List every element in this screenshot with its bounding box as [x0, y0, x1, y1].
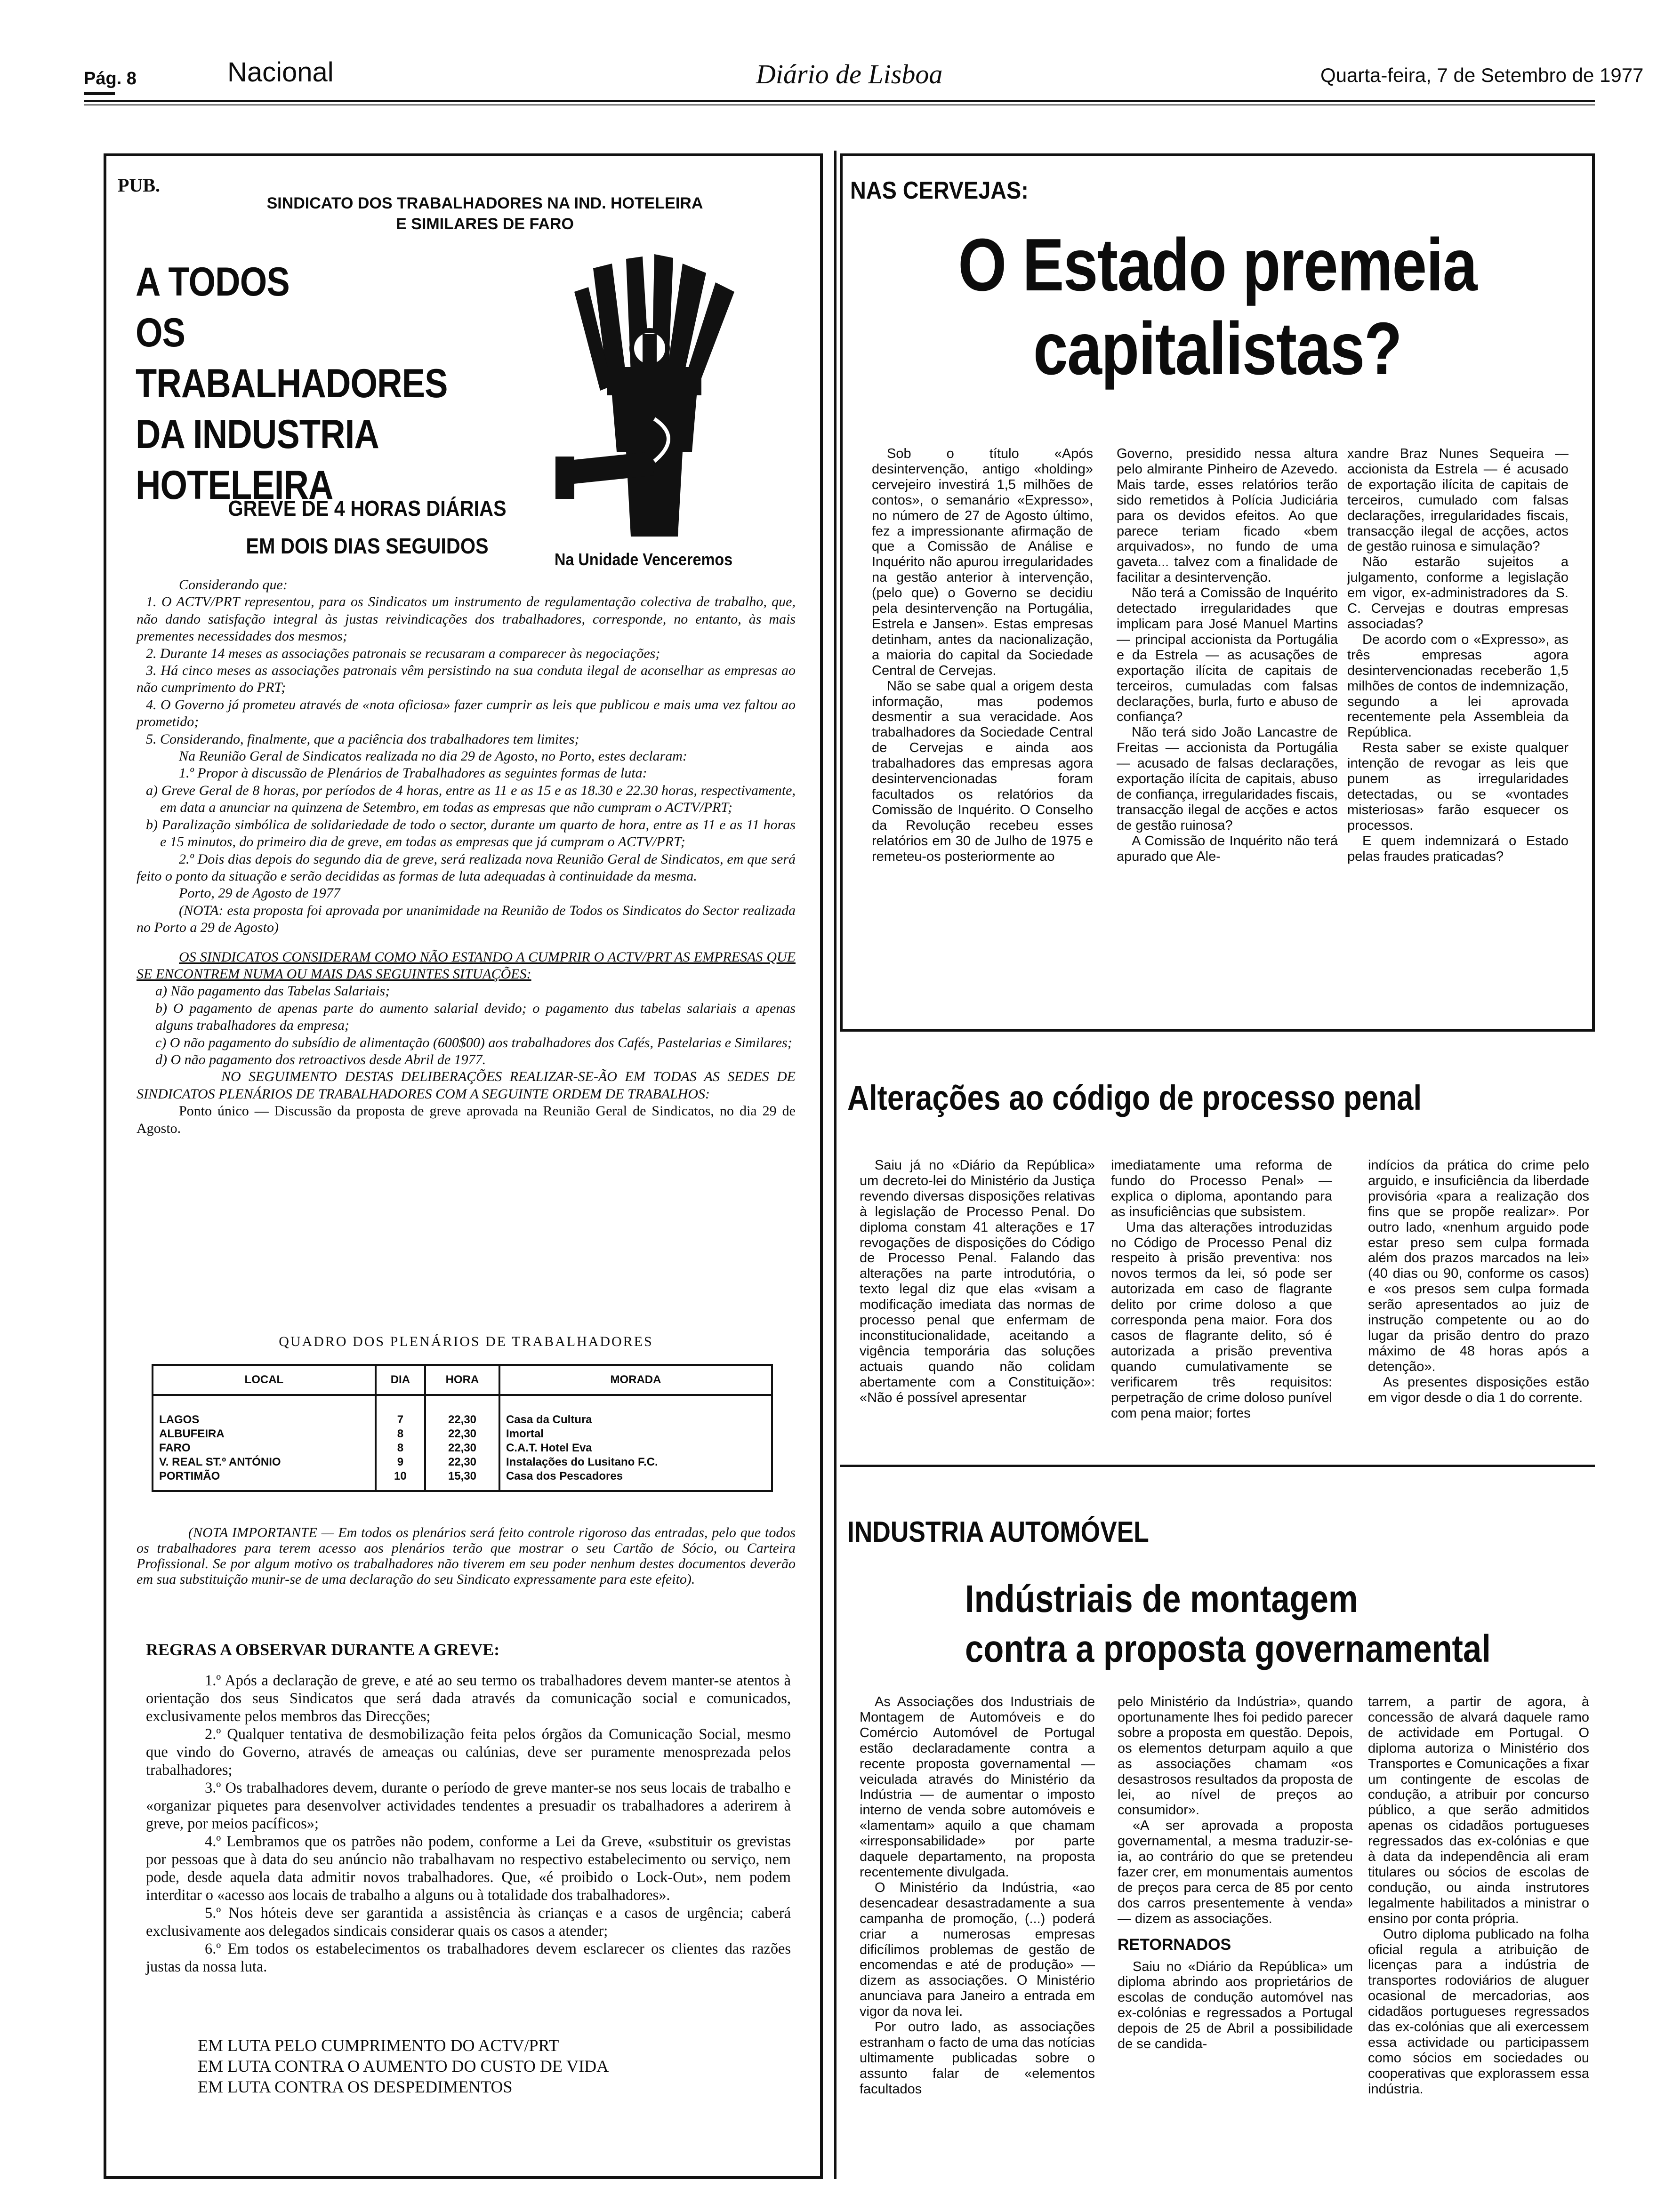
ad-paragraph: 1.º Propor à discussão de Plenários de Trabalhadores as seguintes formas de luta: — [179, 765, 647, 781]
industria-column-2 — [1118, 1694, 1353, 2052]
industria-kicker: INDUSTRIA AUTOMÓVEL — [847, 1516, 1149, 1548]
ad-sequence: NO SEGUIMENTO DESTAS DELIBERAÇÕES REALIZAR-SE-ÃO EM TODAS AS SEDES DE SINDICATOS PLENÁRIOS DE TRABALHADORES COM A SEGUINTE ORDEM DE TRABALHOS: — [137, 1069, 796, 1102]
article-paragraph: As Associações dos Industriais de Montagem de Automóveis e do Comércio Automóvel de Portugal estão declaradamente contra a recente proposta governamental — veiculada através do Ministério da Indústria — de aumentar o imposto interno de venda sobre automóveis e «lamentam» aquilo a que chamam «irresponsabilidade» por parte daquele departamento, na proposta recentemente divulgada. — [860, 1694, 1095, 1880]
slogans — [198, 2035, 668, 2097]
article-paragraph: Sob o título «Após desintervenção, antigo «holding» cervejeiro investirá 1,5 milhões de contos», o semanário «Expresso», no número de 27 de Agosto último, fez a impressionante afirmação de que a Comissão de Análise e Inquérito não apurou irregularidades na gestão anterior à intervenção, (pelo que) o Governo se decidiu pela desintervenção na Portugália, Estrela e Jansen». Estas empresas detinham, antes da nacionalização, a maioria do capital da Sociedade Central de Cervejas. — [872, 446, 1093, 678]
article-paragraph: Por outro lado, as associações estranham o facto de uma das notícias ultimamente publicadas sobre o assunto falar de «elementos facultados — [860, 2020, 1095, 2097]
ad-headline-line: HOTELEIRA — [136, 463, 333, 508]
industria-column-1 — [860, 1694, 1095, 2097]
fist-tools-icon — [555, 254, 763, 546]
union-line-2: E SIMILARES DE FARO — [396, 215, 574, 233]
table-cell: Imortal — [499, 1427, 772, 1441]
alteracoes-headline: Alterações ao código de processo penal — [847, 1078, 1422, 1117]
table-row — [153, 1469, 772, 1491]
cervejas-headline — [900, 223, 1534, 391]
slogan: EM LUTA CONTRA OS DESPEDIMENTOS — [198, 2077, 513, 2096]
column-divider — [834, 151, 837, 2179]
ad-situation: a) Não pagamento das Tabelas Salariais; — [155, 983, 390, 999]
article-paragraph: Saiu no «Diário da República» um diploma abrindo aos proprietários de escolas de condução automóvel nas ex-colónias e regressados a Portugal depois de 25 de Abril a possibilidade de se candida- — [1118, 1959, 1353, 2052]
ad-headline-line: OS TRABALHADORES — [136, 310, 448, 406]
cervejas-column-1 — [872, 446, 1093, 864]
section-rule — [840, 1465, 1595, 1467]
article-paragraph: indícios da prática do crime pelo arguido, e insuficiência da liberdade provisória «para a realização dos fins que se propõe realizar». Por outro lado, «nenhum arguido pode estar preso sem culpa formada além dos prazos marcados na lei» (40 dias ou 90, conforme os casos) e «os presos sem culpa formada serão apresentados ao juiz de instrução competente ou ao do lugar da prisão dentro do prazo máximo de 48 horas após a detenção». — [1368, 1158, 1589, 1374]
rules-title: REGRAS A OBSERVAR DURANTE A GREVE: — [146, 1640, 500, 1659]
union-motto: Na Unidade Venceremos — [555, 550, 733, 569]
ad-paragraph: b) Paralização simbólica de solidariedade de todo o sector, durante um quarto de hora, entre as 11 e as 11 horas e 15 minutos, do primeiro dia de greve, em todas as empresas que já cumpram o ACTV/PRT; — [146, 817, 796, 850]
table-cell: 8 — [376, 1427, 425, 1441]
table-header-local: LOCAL — [153, 1365, 376, 1395]
table-row — [153, 1427, 772, 1441]
table-cell: 22,30 — [425, 1455, 499, 1469]
article-paragraph: De acordo com o «Expresso», as três empresas agora desintervencionadas receberão 1,5 milhões de contos de indemnização, segundo a lei aprovada recentemente pela Assembleia da República. — [1347, 632, 1569, 740]
article-paragraph: imediatamente uma reforma de fundo do Processo Penal» — explica o diploma, apontando para as insuficiências que subsistem. — [1111, 1158, 1332, 1219]
union-line-1: SINDICATO DOS TRABALHADORES NA IND. HOTELEIRA — [266, 194, 703, 212]
ad-paragraph: 1. O ACTV/PRT representou, para os Sindicatos um instrumento de regulamentação colectiva de trabalho, que, não dando satisfação integral às justas reivindicações dos trabalhadores, corresponde, no entanto, às mais prementes necessidades dos mesmos; — [137, 594, 796, 644]
retornados-subheading: RETORNADOS — [1118, 1935, 1231, 1954]
table-cell: V. REAL ST.º ANTÓNIO — [153, 1455, 376, 1469]
ad-paragraph: Considerando que: — [179, 577, 288, 593]
article-paragraph: tarrem, a partir de agora, à concessão de alvará daquele ramo de actividade em Portugal. O diploma autoriza o Ministério dos Transportes e Comunicações a fixar um contingente de escolas de condução, a atribuir por concurso público, a que serão admitidos apenas os cidadãos portugueses regressados das ex-colónias e que à data da independência ali eram titulares ou sócios de escolas de condução, ou ainda instrutores legalmente habilitados a ministrar o ensino por conta própria. — [1368, 1694, 1589, 1926]
table-cell: 9 — [376, 1455, 425, 1469]
table-cell: 10 — [376, 1469, 425, 1491]
issue-date: Quarta-feira, 7 de Setembro de 1977 — [1320, 64, 1644, 86]
table-cell: C.A.T. Hotel Eva — [499, 1441, 772, 1455]
ad-paragraph: 3. Há cinco meses as associações patronais vêm persistindo na sua conduta ilegal de aconselhar as empresas ao não cumprimento do PRT; — [137, 663, 796, 696]
ad-consider-statement: OS SINDICATOS CONSIDERAM COMO NÃO ESTANDO A CUMPRIR O ACTV/PRT AS EMPRESAS QUE SE ENCONTREM NUMA OU MAIS DAS SEGUINTES SITUAÇÕES: — [137, 949, 796, 982]
cervejas-column-3 — [1347, 446, 1569, 864]
nota-importante: (NOTA IMPORTANTE — Em todos os plenários será feito controle rigoroso das entradas, pelo que todos os trabalhadores para terem acesso aos plenários terão que mostrar o seu Cartão de Sócio, ou Carteira Profissional. Se por algum motivo os trabalhadores não tiverem em seu poder nenhum destes documentos deverão em sua substituição munir-se de uma declaração do seu Sindicato expressamente para este efeito). — [137, 1525, 796, 1587]
table-cell: ALBUFEIRA — [153, 1427, 376, 1441]
union-name — [207, 193, 763, 234]
strike-rules — [146, 1672, 791, 1976]
rule-item: 3.º Os trabalhadores devem, durante o período de greve manter-se nos seus locais de trabalho e «organizar piquetes para desenvolver actividades tendentes a presuadir os trabalhadores a aderirem à greve, por meios pacíficos»; — [146, 1779, 791, 1832]
table-cell: 22,30 — [425, 1427, 499, 1441]
article-paragraph: Saiu já no «Diário da República» um decreto-lei do Ministério da Justiça revendo diversas disposições relativas à legislação de Processo Penal. Do diploma constam 41 alterações e 17 revogações de disposições do Código de Processo Penal. Falando das alterações na parte introdutória, o texto legal diz que elas «visam a modificação imediata das normas de processo penal que enfermam de inconstitucionalidade, aceitando a vigência temporária das soluções actuais quando não colidam abertamente com a Constituição»: «Não é possível apresentar — [860, 1158, 1095, 1405]
rule-item: 2.º Qualquer tentativa de desmobilização feita pelos órgãos da Comunicação Social, mesmo que vindo do Governo, através de ameaças ou calúnias, deve ser puramente menosprezada pelos trabalhadores; — [146, 1726, 791, 1779]
strike-line-1: GREVE DE 4 HORAS DIÁRIAS — [228, 496, 507, 521]
article-paragraph: As presentes disposições estão em vigor desde o dia 1 do corrente. — [1368, 1374, 1589, 1405]
header-rule-thin — [84, 104, 1595, 105]
cervejas-headline-line: capitalistas? — [1033, 307, 1402, 390]
ad-situation: d) O não pagamento dos retroactivos desde Abril de 1977. — [155, 1051, 486, 1067]
article-paragraph: xandre Braz Nunes Sequeira — accionista da Estrela — é acusado de exportação ilícita de capitais de terceiros, cumulado com falsas declarações, irregularidades fiscais, transacção ilegal de acções, actos de gestão ruinosa e simulação? — [1347, 446, 1569, 554]
cervejas-headline-line: O Estado premeia — [958, 224, 1477, 306]
ad-body — [137, 577, 796, 1137]
ad-paragraph: 5. Considerando, finalmente, que a paciência dos trabalhadores tem limites; — [146, 731, 579, 747]
ad-headline — [136, 256, 492, 511]
table-cell: 22,30 — [425, 1395, 499, 1427]
article-paragraph: Não se sabe qual a origem desta informação, mas podemos desmentir a sua veracidade. Aos trabalhadores da Sociedade Central de Cervejas e ainda aos trabalhadores das empresas agora desintervencionadas foram facultados os relatórios da Comissão de Inquérito. O Conselho da Revolução recebeu esses relatórios em 30 de Julho de 1975 e remeteu-os posteriormente ao — [872, 678, 1093, 864]
article-paragraph: Não terá sido João Lancastre de Freitas — accionista da Portugália — acusado de falsas declarações, exportação ilícita de capitais, abuso de confiança, irregularidades fiscais, transacção ilegal de acções e actos de gestão ruinosa? — [1117, 725, 1338, 833]
article-paragraph: E quem indemnizará o Estado pelas fraudes praticadas? — [1347, 833, 1569, 864]
ad-paragraph: 2.º Dois dias depois do segundo dia de greve, será realizada nova Reunião Geral de Sindicatos, em que será feito o ponto da situação e serão decididas as formas de luta adequadas à continuidade da mesma. — [137, 851, 796, 884]
table-cell: 7 — [376, 1395, 425, 1427]
table-row — [153, 1441, 772, 1455]
section-name: Nacional — [227, 57, 334, 88]
table-header-morada: MORADA — [499, 1365, 772, 1395]
page-number-underline — [84, 92, 115, 95]
article-paragraph: A Comissão de Inquérito não terá apurado que Ale- — [1117, 833, 1338, 864]
table-header-dia: DIA — [376, 1365, 425, 1395]
masthead: Diário de Lisboa — [756, 59, 943, 89]
article-paragraph: Outro diploma publicado na folha oficial regula a atribuição de licenças para a indústria de transportes rodoviários de aluguer ocasional de mercadorias, aos cidadãos portugueses regressados das ex-colónias que ali exercessem essa actividade ou participassem como sócios em sociedades ou cooperativas que explorassem essa indústria. — [1368, 1926, 1589, 2097]
ad-situation: b) O pagamento de apenas parte do aumento salarial devido; o pagamento dus tabelas salariais a apenas alguns trabalhadores da empresa; — [155, 1000, 796, 1034]
table-header-hora: HORA — [425, 1365, 499, 1395]
header-rule — [84, 100, 1595, 102]
table-cell: 8 — [376, 1441, 425, 1455]
industria-headline — [965, 1574, 1491, 1674]
pub-label: PUB. — [118, 175, 160, 196]
ad-headline-line: DA INDUSTRIA — [136, 412, 379, 457]
article-paragraph: Não estarão sujeitos a julgamento, conforme a legislação em vigor, ex-administradores da S. C. Cervejas e doutras empresas associadas? — [1347, 554, 1569, 632]
table-cell: FARO — [153, 1441, 376, 1455]
table-title: QUADRO DOS PLENÁRIOS DE TRABALHADORES — [279, 1334, 653, 1349]
table-cell: 15,30 — [425, 1469, 499, 1491]
ad-paragraph: a) Greve Geral de 8 horas, por períodos de 4 horas, entre as 11 e as 15 e as 18.30 e 22.30 horas, respectivamente, em data a anunciar na quinzena de Setembro, em todas as empresas que não cumpram o ACTV/PRT; — [146, 782, 796, 816]
rule-item: 6.º Em todos os estabelecimentos os trabalhadores devem esclarecer os clientes das razões justas da nossa luta. — [146, 1940, 791, 1975]
table-cell: LAGOS — [153, 1395, 376, 1427]
table-row — [153, 1455, 772, 1469]
article-paragraph: Governo, presidido nessa altura pelo almirante Pinheiro de Azevedo. Mais tarde, esses relatórios terão sido remetidos à Polícia Judiciária para os devidos efeitos. Ao que parece teriam ficado «bem arquivados», no fundo de uma gaveta... talvez com a finalidade de facilitar a desintervenção. — [1117, 446, 1338, 585]
alteracoes-column-3 — [1368, 1158, 1589, 1406]
ad-headline-line: A TODOS — [136, 259, 290, 305]
ad-ponto-unico: Ponto único — Discussão da proposta de greve aprovada na Reunião Geral de Sindicatos, no dia 29 de Agosto. — [137, 1103, 796, 1136]
industria-column-3 — [1368, 1694, 1589, 2097]
cervejas-kicker: NAS CERVEJAS: — [850, 177, 1029, 204]
industria-headline-line: Indústriais de montagem — [965, 1578, 1358, 1620]
alteracoes-column-2 — [1111, 1158, 1332, 1421]
rule-item: 1.º Após a declaração de greve, e até ao seu termo os trabalhadores devem manter-se atentos à orientação dos seus Sindicatos que será dada através da comunicação social e comunicados, exclusivamente pelos membros das Direcções; — [146, 1672, 791, 1725]
table-row — [153, 1395, 772, 1427]
alteracoes-column-1 — [860, 1158, 1095, 1406]
ad-situation: c) O não pagamento do subsídio de alimentação (600$00) aos trabalhadores dos Cafés, Pastelarias e Similares; — [155, 1034, 792, 1050]
article-paragraph: O Ministério da Indústria, «ao desencadear desastradamente a sua campanha de promoção, (...) poderá criar a numerosas empresas dificílimos problemas de gestão de encomendas e até de produção» — dizem as associações. O Ministério anunciava para Janeiro a entrada em vigor da nova lei. — [860, 1880, 1095, 2020]
rule-item: 5.º Nos hóteis deve ser garantida a assistência às crianças e a casos de urgência; caberá exclusivamente aos delegados sindicais considerar quais os casos a atender; — [146, 1905, 791, 1940]
ad-paragraph: 4. O Governo já prometeu através de «nota oficiosa» fazer cumprir as leis que publicou e mais uma vez faltou ao prometido; — [137, 697, 796, 730]
ad-paragraph: (NOTA: esta proposta foi aprovada por unanimidade na Reunião de Todos os Sindicatos do Sector realizada no Porto a 29 de Agosto) — [137, 902, 796, 936]
table-cell: Casa da Cultura — [499, 1395, 772, 1427]
table-cell: Instalações do Lusitano F.C. — [499, 1455, 772, 1469]
ad-paragraph: 2. Durante 14 meses as associações patronais se recusaram a comparecer às negociações; — [146, 645, 660, 661]
cervejas-column-2 — [1117, 446, 1338, 864]
article-paragraph: Uma das alterações introduzidas no Código de Processo Penal diz respeito à prisão preventiva: nos novos termos da lei, só pode ser autorizada em caso de flagrante delito por crime doloso a que corresponda pena maior. Fora dos casos de flagrante delito, só é autorizada a prisão preventiva quando cumulativamente se verificarem três requisitos: perpetração de crime doloso punível com pena maior; fortes — [1111, 1219, 1332, 1421]
slogan: EM LUTA PELO CUMPRIMENTO DO ACTV/PRT — [198, 2036, 559, 2055]
strike-announcement — [219, 489, 515, 565]
article-paragraph: pelo Ministério da Indústria», quando oportunamente lhes foi pedido parecer sobre a proposta em questão. Depois, os elementos deturpam aquilo a que as associações chamam «os desastrosos resultados da proposta de lei, ao nível de preços ao consumidor». — [1118, 1694, 1353, 1818]
slogan: EM LUTA CONTRA O AUMENTO DO CUSTO DE VIDA — [198, 2057, 609, 2076]
plenaries-table — [152, 1364, 773, 1492]
ad-paragraph: Porto, 29 de Agosto de 1977 — [179, 885, 340, 901]
article-paragraph: Não terá a Comissão de Inquérito detectado irregularidades que implicam para José Manuel Martins — principal accionista da Portugália e da Estrela — as acusações de exportação ilícita de capitais de terceiros, cumuladas com falsas declarações, burla, furto e abuso de confiança? — [1117, 585, 1338, 725]
table-cell: PORTIMÃO — [153, 1469, 376, 1491]
table-cell: Casa dos Pescadores — [499, 1469, 772, 1491]
rule-item: 4.º Lembramos que os patrões não podem, conforme a Lei da Greve, «substituir os grevistas por pessoas que à data do seu anúncio não trabalhavam no respectivo estabelecimento ou serviço, nem pode, desde aquela data admitir novos trabalhadores. Que, «é proibido o Lock-Out», nem podem interditar o «acesso aos locais de trabalho a alguns ou à totalidade dos trabalhadores». — [146, 1833, 791, 1904]
article-paragraph: «A ser aprovada a proposta governamental, a mesma traduzir-se-ia, ao contrário do que se pretendeu fazer crer, em monumentais aumentos de preços para cerca de 85 por cento dos carros presentemente à venda» — dizem as associações. — [1118, 1818, 1353, 1926]
strike-line-2: EM DOIS DIAS SEGUIDOS — [246, 534, 489, 558]
table-cell: 22,30 — [425, 1441, 499, 1455]
article-paragraph: Resta saber se existe qualquer intenção de revogar as leis que punem as irregularidades detectadas, ou se «vontades misteriosas» farão esquecer os processos. — [1347, 740, 1569, 833]
page-number: Pág. 8 — [84, 69, 137, 88]
industria-headline-line: contra a proposta governamental — [965, 1627, 1491, 1670]
ad-paragraph: Na Reunião Geral de Sindicatos realizada no dia 29 de Agosto, no Porto, estes declaram: — [179, 748, 687, 764]
